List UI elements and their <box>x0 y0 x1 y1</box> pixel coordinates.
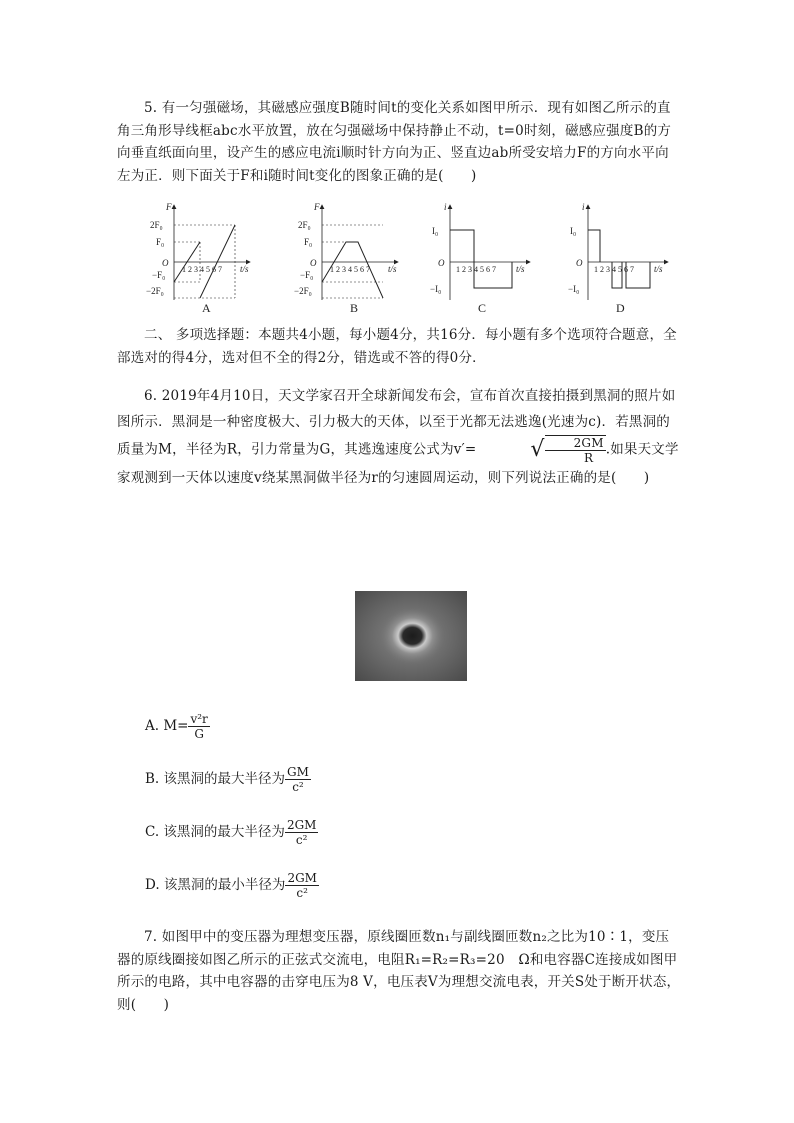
graph-b <box>294 202 398 315</box>
option-d: D. 该黑洞的最小半径为 $\frac{2GM}{\text{c²}}$ <box>145 871 317 900</box>
svg-text:−I₀: −I₀ <box>430 284 442 294</box>
svg-text:t/s: t/s <box>240 264 249 274</box>
question-5-text: 5. 有一匀强磁场，其磁感应强度B随时间t的变化关系如图甲所示．现有如图乙所示的直角三角形导线框abc水平放置，放在匀强磁场中保持静止不动，t=0时刻，磁感应强度B的方向垂直纸面向里，设产生的感应电流i顺时针方向为正、竖直边ab所受安培力F的方向水平向左为正．则下面关于F和i随时间t变化的图象正确的是( ) <box>117 100 672 184</box>
graph-a <box>146 202 250 315</box>
svg-text:2F₀: 2F₀ <box>150 220 163 230</box>
graph-b-ylabel: F <box>314 202 320 212</box>
svg-text:F₀: F₀ <box>156 237 165 247</box>
svg-text:−F₀: −F₀ <box>152 270 166 280</box>
svg-text:1 2 3 4 5 6 7: 1 2 3 4 5 6 7 <box>330 265 370 274</box>
option-c: C. 该黑洞的最大半径为 $\frac{2GM}{\text{c²}}$ <box>145 818 317 847</box>
option-a: A. M= $\frac{\text{v²r}}{G}$ <box>145 712 208 741</box>
svg-text:2F₀: 2F₀ <box>298 220 311 230</box>
svg-text:F₀: F₀ <box>304 237 313 247</box>
section-2-heading: 二、 多项选择题：本题共4小题，每小题4分，共16分．每小题有多个选项符合题意，全部选对的得4分，选对但不全的得2分，错选或不答的得0分． <box>117 327 677 366</box>
svg-text:t/s: t/s <box>388 264 397 274</box>
graph-a-ylabel: F <box>166 202 172 212</box>
graph-d <box>568 202 668 315</box>
svg-text:−F₀: −F₀ <box>300 270 314 280</box>
svg-text:t/s: t/s <box>654 264 663 274</box>
svg-text:−2F₀: −2F₀ <box>146 286 164 296</box>
svg-text:O: O <box>438 258 445 268</box>
graph-c-ylabel: i <box>444 202 447 212</box>
answer-graphs <box>140 200 680 315</box>
svg-text:O: O <box>162 258 169 268</box>
graph-c <box>430 202 530 315</box>
escape-velocity-formula: √ $\frac{2GM}{R}$ <box>530 436 604 465</box>
graph-b-caption: B <box>350 301 359 315</box>
black-hole-photo <box>355 591 467 681</box>
svg-text:I₀: I₀ <box>432 226 439 236</box>
svg-text:1 2 3 4 5 6 7: 1 2 3 4 5 6 7 <box>456 265 496 274</box>
graph-c-caption: C <box>478 301 487 315</box>
svg-text:1 2 3 4 5 6 7: 1 2 3 4 5 6 7 <box>182 265 222 274</box>
svg-text:I₀: I₀ <box>570 226 577 236</box>
svg-text:−I₀: −I₀ <box>568 284 580 294</box>
svg-text:O: O <box>310 258 317 268</box>
graph-d-caption: D <box>616 301 625 315</box>
graph-a-caption: A <box>202 301 211 315</box>
option-b: B. 该黑洞的最大半径为 $\frac{GM}{\text{c²}}$ <box>145 765 309 794</box>
svg-text:1 2 3 4 5 6 7: 1 2 3 4 5 6 7 <box>594 265 634 274</box>
svg-text:t/s: t/s <box>516 264 525 274</box>
svg-text:−2F₀: −2F₀ <box>294 286 312 296</box>
question-7-text: 7. 如图甲中的变压器为理想变压器，原线圈匝数n₁与副线圈匝数n₂之比为10∶1，变压器的原线圈接如图乙所示的正弦式交流电，电阻R₁=R₂=R₃=20 Ω和电容器C连接成如图甲所示的电路，其中电容器的击穿电压为8 V，电压表V为理想交流电表，开关S处于断开状态，则( ) <box>117 929 681 1013</box>
svg-text:O: O <box>576 258 583 268</box>
graph-d-ylabel: i <box>582 202 585 212</box>
question-6-text: 6. 2019年4月10日，天文学家召开全球新闻发布会，宣布首次直接拍摄到黑洞的照片如图所示．黑洞是一种密度极大、引力极大的天体，以至于光都无法逃逸(光速为c)．若黑洞的质量为M，半径为R，引力常量为G，其逃逸速度公式为v′= √ $\frac{2GM}{R}$ .如果天文学家观测到一天体以速度v绕某黑洞做半径为r的匀速圆周运动，则下列说法正确的是( ) <box>117 388 679 486</box>
